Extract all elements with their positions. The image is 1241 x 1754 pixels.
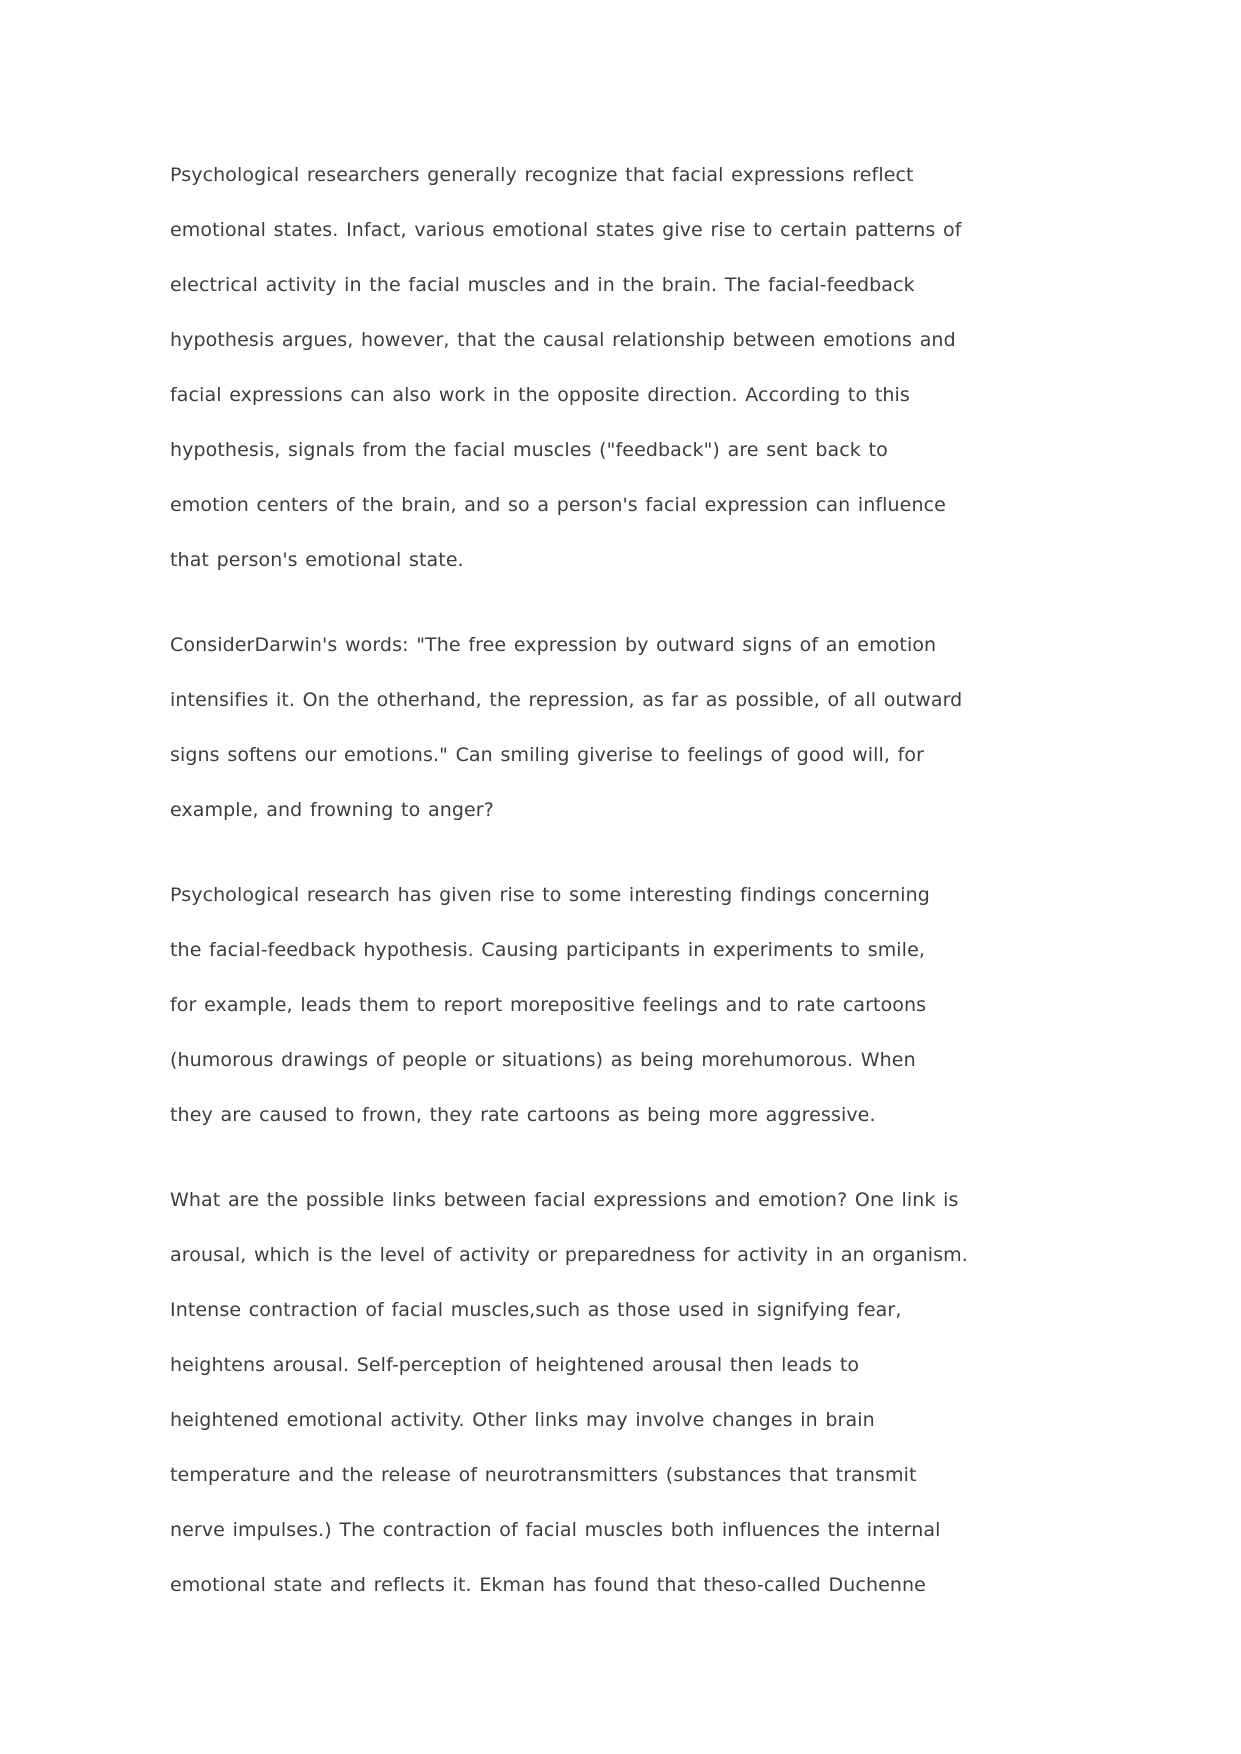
text-line: (humorous drawings of people or situations) as being morehumorous. When	[170, 1049, 916, 1071]
text-line: heightened emotional activity. Other links may involve changes in brain	[170, 1409, 875, 1431]
text-line: the facial-feedback hypothesis. Causing participants in experiments to smile,	[170, 939, 925, 961]
text-line: emotion centers of the brain, and so a person's facial expression can influence	[170, 494, 946, 516]
paragraph-4	[170, 1173, 1241, 1613]
text-line: ConsiderDarwin's words: "The free expression by outward signs of an emotion	[170, 634, 937, 656]
text-line: hypothesis argues, however, that the causal relationship between emotions and	[170, 329, 956, 351]
text-line: hypothesis, signals from the facial muscles ("feedback") are sent back to	[170, 439, 888, 461]
text-line: electrical activity in the facial muscles and in the brain. The facial-feedback	[170, 274, 915, 296]
text-line: facial expressions can also work in the opposite direction. According to this	[170, 384, 910, 406]
text-line: signs softens our emotions." Can smiling giverise to feelings of good will, for	[170, 744, 925, 766]
text-line: intensifies it. On the otherhand, the repression, as far as possible, of all outward	[170, 689, 963, 711]
text-line: heightens arousal. Self-perception of heightened arousal then leads to	[170, 1354, 860, 1376]
text-line: emotional states. Infact, various emotional states give rise to certain patterns of	[170, 219, 962, 241]
text-line: that person's emotional state.	[170, 549, 464, 571]
paragraph-1	[170, 148, 1241, 588]
text-line: Psychological research has given rise to some interesting findings concerning	[170, 884, 930, 906]
text-line: for example, leads them to report morepositive feelings and to rate cartoons	[170, 994, 927, 1016]
text-line: What are the possible links between facial expressions and emotion? One link is	[170, 1189, 959, 1211]
paragraph-3	[170, 868, 1241, 1143]
text-line: arousal, which is the level of activity or preparedness for activity in an organism.	[170, 1244, 968, 1266]
passage-text	[170, 148, 1241, 1613]
text-line: they are caused to frown, they rate cartoons as being more aggressive.	[170, 1104, 876, 1126]
text-line: temperature and the release of neurotransmitters (substances that transmit	[170, 1464, 917, 1486]
paragraph-2	[170, 618, 1241, 838]
text-line: Psychological researchers generally recognize that facial expressions reflect	[170, 164, 914, 186]
text-line: emotional state and reflects it. Ekman has found that theso-called Duchenne	[170, 1574, 926, 1596]
text-line: example, and frowning to anger?	[170, 799, 494, 821]
text-line: nerve impulses.) The contraction of facial muscles both influences the internal	[170, 1519, 941, 1541]
text-line: Intense contraction of facial muscles,such as those used in signifying fear,	[170, 1299, 902, 1321]
